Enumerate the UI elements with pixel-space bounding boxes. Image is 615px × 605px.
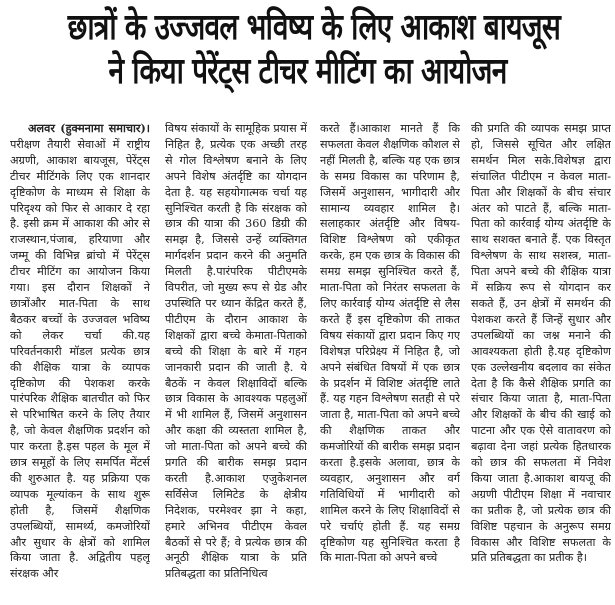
- dateline: अलवर (हुक्मनामा समाचार)।: [28, 121, 150, 135]
- article-column-4: [471, 121, 611, 605]
- column-4-text: की प्रगति की व्यापक समझ प्राप्त हो, जिससे सूचित और लक्षित समर्थन मिल सके.विशेषज्ञ द्वारा संचालित पीटीएम न केवल माता-पिता और शिक्षकों के बीच संचार अंतर को पाटते हैं, बल्कि माता-पिता को कार्रवाई योग्य अंतर्दृष्टि के साथ सशक्त बनाते हैं. एक विस्तृत विश्लेषण के साथ सशस्त्र, माता-पिता अपने बच्चे की शैक्षिक यात्रा में सक्रिय रूप से योगदान कर सकते हैं, उन क्षेत्रों में समर्थन की पेशकश करते हैं जिन्हें सुधार और उपलब्धियों का जश्न मनाने की आवश्यकता होती है.यह दृष्टिकोण एक उल्लेखनीय बदलाव का संकेत देता है कि कैसे शैक्षिक प्रगति का संचार किया जाता है, माता-पिता और शिक्षकों के बीच की खाई को पाटना और एक ऐसे वातावरण को बढ़ावा देना जहां प्रत्येक हितधारक को छात्र की सफलता में निवेश किया जाता है.आकाश बायजू की अग्रणी पीटीएम शिक्षा में नवाचार का प्रतीक है, जो प्रत्येक छात्र की विशिष्ट पहचान के अनुरूप समग्र विकास और विशिष्ट सफलता के प्रति प्रतिबद्धता का प्रतीक है।: [471, 122, 611, 565]
- article-paragraph-1: [10, 121, 150, 582]
- column-2-text: विषय संकायों के सामूहिक प्रयास में निहित है, प्रत्येक एक अच्छी तरह से गोल विश्लेषण बनाने के लिए अपने विशेष अंतर्दृष्टि का योगदान देता है. यह सहयोगात्मक चर्चा यह सुनिश्चित करती है कि संरक्षक को छात्र की यात्रा की 360 डिग्री की समझ है, जिससे उन्हें व्यक्तिगत मार्गदर्शन प्रदान करने की अनुमति मिलती है.पारंपरिक पीटीएमके विपरीत, जो मुख्य रूप से ग्रेड और उपस्थिति पर ध्यान केंद्रित करते हैं, पीटीएम के दौरान आकाश के शिक्षकों द्वारा बच्चे केमाता-पिताको बच्चे की शिक्षा के बारे में गहन जानकारी प्रदान की जाती है. ये बैठकें न केवल शिक्षाविदों बल्कि छात्र विकास के आवश्यक पहलुओं में भी शामिल हैं, जिसमें अनुशासन और कक्षा की व्यस्तता शामिल है, जो माता-पिता को अपने बच्चे की प्रगति की बारीक समझ प्रदान करती है.आकाश एजुकेशनल सर्विसेज लिमिटेड के क्षेत्रीय निदेशक, परमेश्वर झा ने कहा, हमारे अभिनव पीटीएम केवल बैठकों से परे हैं; वे प्रत्येक छात्र की अनूठी शैक्षिक यात्रा के प्रति प्रतिबद्धता का प्रतिनिधित्व: [165, 122, 307, 581]
- headline-line-2: ने किया पेरेंट्स टीचर मीटिंग का आयोजन: [108, 51, 507, 92]
- article-column-2: [165, 121, 307, 605]
- column-1-text: परीक्षण तैयारी सेवाओं में राष्ट्रीय अग्रणी, आकाश बायजूस, पेरेंट्स टीचर मीटिंगके लिए एक शानदार दृष्टिकोण के माध्यम से शिक्षा के परिदृश्य को फिर से आकार दे रहा है. इसी क्रम में आकाश की ओर से राजस्थान,पंजाब, हरियाणा और जम्मू की विभिन्न ब्रांचो में पेरेंट्स टीचर मीटिंग का आयोजन किया गया। इस दौरान शिक्षकों ने छात्रोंऔर मात-पिता के साथ बैठकर बच्चों के उज्जवल भविष्य को लेकर चर्चा की.यह परिवर्तनकारी मॉडल प्रत्येक छात्र की शैक्षिक यात्रा के व्यापक दृष्टिकोण की पेशकश करके पारंपरिक शैक्षिक बातचीत को फिर से परिभाषित करने के लिए तैयार है, जो केवल शैक्षणिक प्रदर्शन को पार करता है.इस पहल के मूल में छात्र समूहों के लिए समर्पित मेंटर्स की शुरुआत है. यह प्रक्रिया एक व्यापक मूल्यांकन के साथ शुरू होती है, जिसमें शैक्षणिक उपलब्धियों, सामर्थ्य, कमजोरियों और सुधार के क्षेत्रों को शामिल किया जाता है. अद्वितीय पहलू संरक्षक और: [10, 137, 150, 581]
- headline: [0, 6, 615, 94]
- column-3-text: करते हैं।आकाश मानते हैं कि सफलता केवल शैक्षणिक कौशल से नहीं मिलती है, बल्कि यह एक छात्र के समग्र विकास का परिणाम है, जिसमें अनुशासन, भागीदारी और सामान्य व्यवहार शामिल है। सलाहकार अंतर्दृष्टि और विषय-विशिष्ट विश्लेषण को एकीकृत करके, हम एक छात्र के विकास की समग्र समझ सुनिश्चित करते हैं, माता-पिता को निरंतर सफलता के लिए कार्रवाई योग्य अंतर्दृष्टि से लैस करते हैं इस दृष्टिकोण की ताकत विषय संकायों द्वारा प्रदान किए गए विशेषज्ञ परिप्रेक्ष्य में निहित है, जो अपने संबंधित विषयों में एक छात्र के प्रदर्शन में विशिष्ट अंतर्दृष्टि लाते हैं. यह गहन विश्लेषण सतही से परे जाता है, माता-पिता को अपने बच्चे की शैक्षणिक ताकत और कमजोरियों की बारीक समझ प्रदान करता है.इसके अलावा, छात्र के व्यवहार, अनुशासन और वर्ग गतिविधियों में भागीदारी को शामिल करने के लिए शिक्षाविदों से परे चर्चाएं होती हैं. यह समग्र दृष्टिकोण यह सुनिश्चित करता है कि माता-पिता को अपने बच्चे: [320, 122, 460, 565]
- article-column-3: [320, 121, 460, 605]
- headline-line-1: छात्रों के उज्जवल भविष्य के लिए आकाश बायजूस: [67, 7, 561, 48]
- article-column-1: [10, 121, 150, 605]
